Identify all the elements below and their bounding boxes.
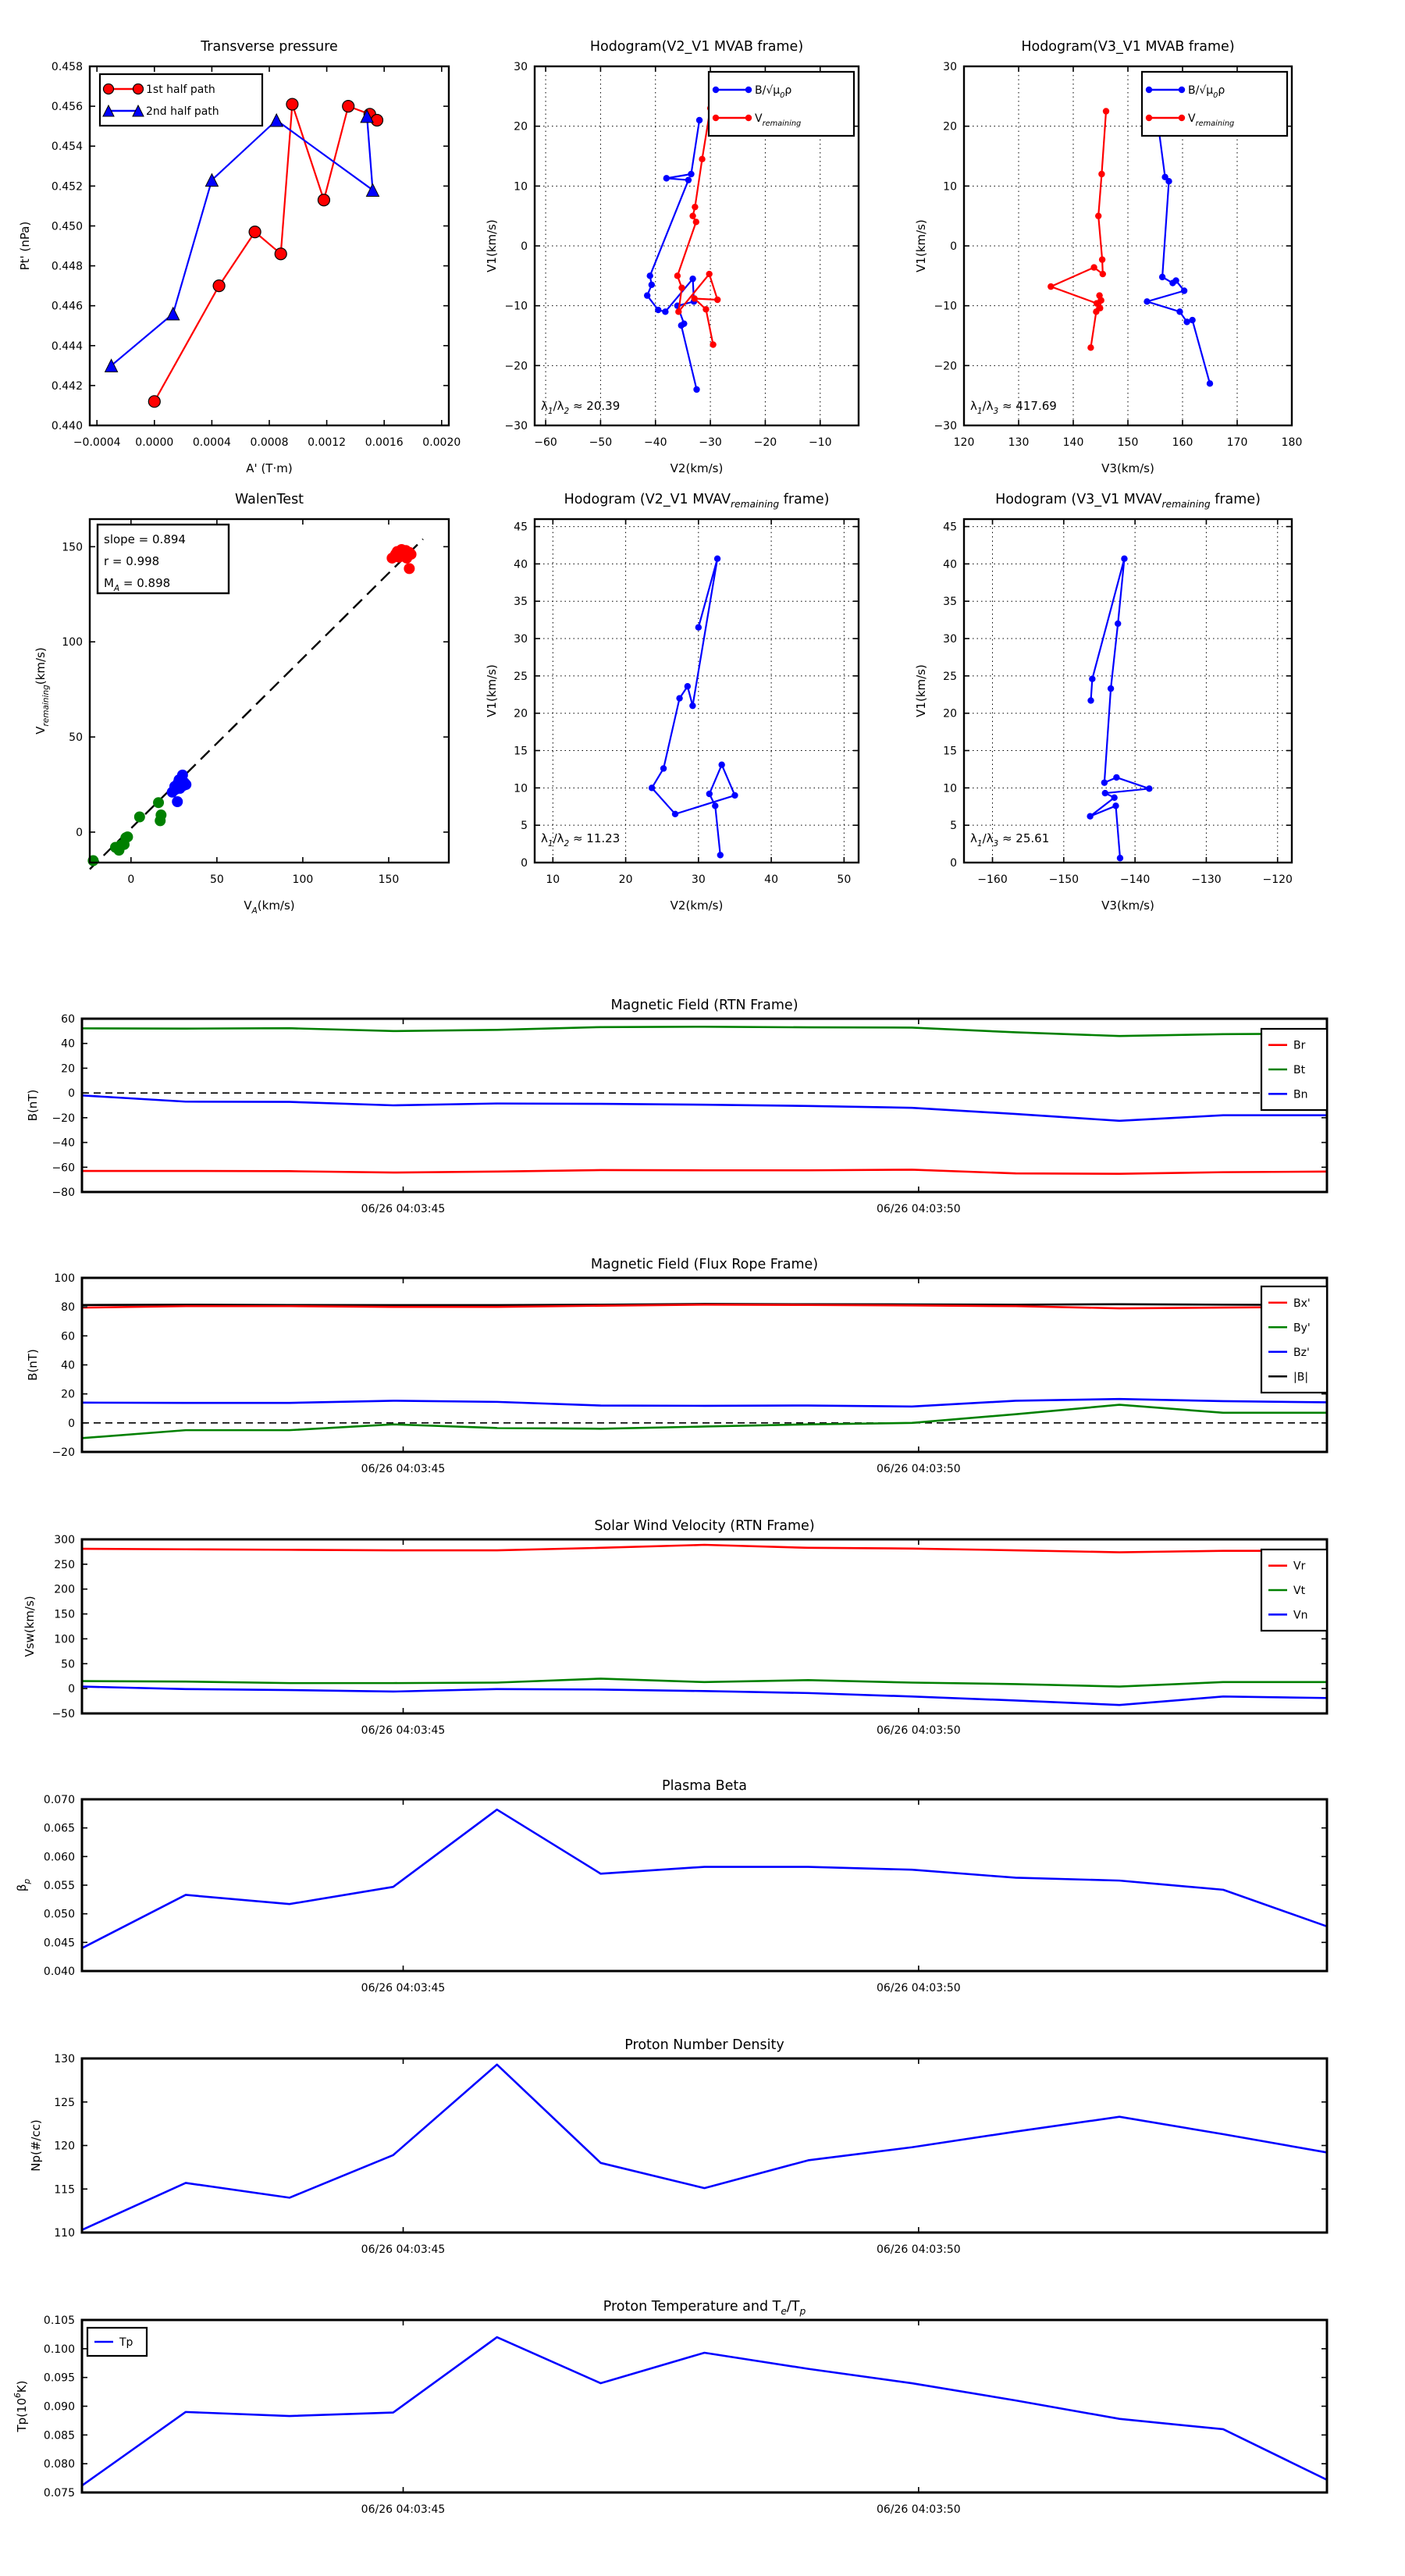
legend-label: 1st half path [146, 84, 215, 96]
y-tick-label: 115 [54, 2183, 75, 2197]
x-tick-label: 150 [378, 873, 400, 886]
x-tick-label: 0.0012 [308, 436, 347, 449]
y-tick-label: 0.458 [51, 61, 83, 73]
series-V remaining hodogram [1090, 559, 1150, 859]
x-axis-label: A' (T·m) [246, 461, 293, 475]
y-tick-label: 300 [54, 1534, 75, 1546]
y-tick-label: 0.444 [51, 340, 83, 353]
y-tick-label: 10 [514, 782, 528, 795]
series-B/sqrt(mu0 rho) [647, 120, 699, 390]
series-Tp [82, 2337, 1327, 2485]
y-tick-label: 100 [54, 1272, 75, 1285]
scatter-mid-points [172, 796, 183, 807]
x-tick-label: 180 [1281, 436, 1303, 449]
stats-line: r = 0.998 [104, 554, 160, 568]
y-axis-label: $V_{remaining}(km/s)$ [34, 647, 51, 735]
y-tick-label: 20 [514, 120, 528, 133]
lambda-annotation: $\lambda_1/\lambda_3 \approx 25.61$ [970, 831, 1050, 849]
x-tick-label: 10 [546, 873, 560, 886]
x-tick-label: −20 [753, 436, 777, 449]
y-tick-label: 5 [521, 820, 528, 833]
x-tick-label: 06/26 04:03:45 [361, 1463, 446, 1475]
x-tick-label: −10 [808, 436, 832, 449]
chart-hodogram-v3v1-mvav [914, 492, 1293, 913]
y-tick-label: 0 [68, 1683, 75, 1696]
x-tick-label: 0 [127, 873, 135, 886]
y-tick-label: 110 [54, 2227, 75, 2240]
chart-plasma-beta [15, 1778, 1327, 1994]
series-Vn [82, 1687, 1327, 1706]
y-tick-label: 10 [514, 180, 528, 194]
x-tick-label: 06/26 04:03:45 [361, 1724, 446, 1737]
y-tick-label: 0.454 [51, 141, 83, 154]
y-tick-label: 0 [521, 857, 528, 870]
y-tick-label: 0.440 [51, 420, 83, 432]
y-tick-label: 35 [943, 596, 957, 609]
x-tick-label: −130 [1191, 873, 1222, 886]
x-tick-label: 150 [1117, 436, 1139, 449]
y-tick-label: 0 [76, 826, 83, 839]
y-tick-label: 0.080 [43, 2458, 75, 2471]
y-tick-label: −20 [52, 1112, 75, 1125]
y-tick-label: 10 [943, 180, 957, 194]
legend-label: By' [1293, 1322, 1311, 1335]
y-tick-label: 5 [950, 820, 957, 833]
chart-title: Magnetic Field (RTN Frame) [610, 998, 799, 1013]
y-tick-label: 0 [68, 1087, 75, 1101]
lambda-annotation: $\lambda_1/\lambda_3 \approx 417.69$ [970, 399, 1057, 416]
chart-title: Magnetic Field (Flux Rope Frame) [590, 1257, 819, 1272]
y-tick-label: 200 [54, 1583, 75, 1596]
y-tick-label: 20 [61, 1388, 75, 1401]
y-tick-label: 50 [69, 731, 83, 745]
y-tick-label: 150 [54, 1608, 75, 1621]
y-tick-label: 0.446 [51, 300, 83, 313]
x-tick-label: 50 [837, 873, 852, 886]
y-tick-label: 25 [514, 670, 528, 683]
x-tick-label: 06/26 04:03:50 [876, 1463, 961, 1475]
x-tick-label: 0.0008 [250, 436, 289, 449]
y-tick-label: −20 [504, 360, 528, 373]
series-1st half path [155, 105, 377, 402]
chart-mag-fluxrope [26, 1257, 1327, 1475]
legend-label: Bz' [1293, 1346, 1310, 1359]
x-tick-label: −30 [699, 436, 722, 449]
y-axis-label: $Tp(10^6K)$ [13, 2380, 29, 2432]
legend-label: Tp [119, 2336, 133, 2349]
y-tick-label: 10 [943, 782, 957, 795]
y-axis-label: V1(km/s) [485, 219, 499, 272]
y-axis-label: V1(km/s) [914, 219, 928, 272]
legend-label: $V_{remaining}$ [755, 112, 802, 128]
y-tick-label: −30 [504, 420, 528, 432]
y-tick-label: 15 [514, 745, 528, 758]
x-axis-label: $V_A(km/s)$ [244, 898, 295, 916]
legend-label: Br [1293, 1039, 1306, 1052]
y-tick-label: 0 [950, 857, 957, 870]
x-tick-label: 30 [691, 873, 706, 886]
x-tick-label: −40 [643, 436, 667, 449]
y-tick-label: 0.050 [43, 1908, 75, 1921]
y-tick-label: 0.055 [43, 1880, 75, 1892]
x-tick-label: 06/26 04:03:45 [361, 2243, 446, 2256]
lambda-annotation: $\lambda_1/\lambda_2 \approx 11.23$ [541, 831, 621, 849]
chart-title: Proton Temperature and $T_e/T_p$ [603, 2299, 806, 2317]
chart-title: Transverse pressure [201, 39, 338, 55]
y-tick-label: 0.075 [43, 2487, 75, 2500]
y-tick-label: 80 [61, 1301, 75, 1315]
chart-hodogram-v2v1-mvab [485, 39, 859, 475]
x-tick-label: 06/26 04:03:50 [876, 1982, 961, 1994]
y-tick-label: 20 [514, 707, 528, 720]
y-tick-label: 150 [62, 541, 83, 554]
y-tick-label: 20 [943, 707, 957, 720]
chart-walen-test [34, 492, 449, 916]
x-axis-label: V2(km/s) [670, 461, 724, 475]
x-tick-label: −150 [1048, 873, 1080, 886]
scatter-first-points [134, 811, 145, 822]
x-tick-label: −50 [589, 436, 613, 449]
x-tick-label: 06/26 04:03:50 [876, 2243, 961, 2256]
chart-title: Hodogram(V2_V1 MVAB frame) [589, 39, 804, 55]
y-tick-label: 100 [54, 1633, 75, 1646]
chart-title: Proton Number Density [624, 2037, 784, 2053]
x-tick-label: 100 [292, 873, 314, 886]
x-tick-label: 20 [618, 873, 633, 886]
legend-label: Vn [1293, 1609, 1308, 1622]
y-tick-label: 20 [61, 1062, 75, 1076]
chart-title: WalenTest [234, 492, 304, 507]
y-tick-label: 120 [54, 2140, 75, 2153]
y-tick-label: 35 [514, 596, 528, 609]
series-2nd half path [112, 116, 373, 365]
x-tick-label: 06/26 04:03:50 [876, 1203, 961, 1215]
y-tick-label: −30 [934, 420, 957, 432]
y-tick-label: 30 [514, 633, 528, 646]
chart-vsw-rtn [23, 1518, 1327, 1737]
y-tick-label: 0.100 [43, 2343, 75, 2356]
scatter-first-points [153, 797, 164, 808]
y-tick-label: 40 [61, 1037, 75, 1051]
x-tick-label: 170 [1226, 436, 1248, 449]
x-tick-label: 06/26 04:03:45 [361, 1203, 446, 1215]
series-Vr [82, 1545, 1327, 1553]
y-tick-label: 30 [943, 61, 957, 73]
chart-proton-temp [13, 2299, 1327, 2516]
legend-label: 2nd half path [146, 105, 219, 118]
series-Bt [82, 1026, 1327, 1036]
y-tick-label: 0.060 [43, 1851, 75, 1864]
chart-title: Plasma Beta [662, 1778, 747, 1794]
y-tick-label: 0.045 [43, 1937, 75, 1950]
x-tick-label: −160 [977, 873, 1008, 886]
y-tick-label: 50 [61, 1658, 75, 1671]
y-tick-label: −80 [52, 1187, 75, 1199]
y-tick-label: 45 [514, 521, 528, 534]
y-tick-label: 0.450 [51, 220, 83, 233]
chart-title: Solar Wind Velocity (RTN Frame) [594, 1518, 815, 1534]
y-tick-label: 30 [514, 61, 528, 73]
series-beta_p [82, 1809, 1327, 1948]
series-Np [82, 2065, 1327, 2230]
y-tick-label: 0.065 [43, 1822, 75, 1835]
x-tick-label: −140 [1119, 873, 1151, 886]
y-tick-label: 0 [950, 240, 957, 253]
y-tick-label: 40 [943, 558, 957, 571]
y-tick-label: 30 [943, 633, 957, 646]
y-tick-label: 0.090 [43, 2400, 75, 2414]
legend-label: Bx' [1293, 1297, 1311, 1310]
x-axis-label: V3(km/s) [1101, 461, 1154, 475]
series-Br [82, 1169, 1327, 1173]
scatter-first-points [122, 831, 133, 842]
y-tick-label: −20 [52, 1446, 75, 1459]
y-tick-label: 0 [521, 240, 528, 253]
y-tick-label: 40 [514, 558, 528, 571]
x-tick-label: 140 [1062, 436, 1084, 449]
y-tick-label: 125 [54, 2096, 75, 2109]
x-tick-label: 06/26 04:03:50 [876, 1724, 961, 1737]
legend-label: $V_{remaining}$ [1188, 112, 1235, 128]
y-tick-label: −60 [52, 1162, 75, 1175]
legend-label: Vr [1293, 1560, 1306, 1573]
x-tick-label: 50 [209, 873, 224, 886]
x-tick-label: 06/26 04:03:45 [361, 1982, 446, 1994]
scatter-mid-points [180, 779, 191, 790]
x-tick-label: 160 [1172, 436, 1193, 449]
y-axis-label: V1(km/s) [914, 664, 928, 717]
y-axis-label: B(nT) [26, 1089, 40, 1122]
x-tick-label: 40 [764, 873, 779, 886]
legend-box [100, 74, 262, 126]
y-tick-label: 60 [61, 1013, 75, 1026]
y-tick-label: 0 [68, 1417, 75, 1430]
legend-label: Vt [1293, 1585, 1306, 1597]
y-tick-label: 0.085 [43, 2429, 75, 2443]
x-tick-label: −0.0004 [73, 436, 121, 449]
y-tick-label: 45 [943, 521, 957, 534]
y-tick-label: 60 [61, 1330, 75, 1343]
y-axis-label: Vsw(km/s) [23, 1596, 37, 1657]
y-tick-label: 0.448 [51, 260, 83, 273]
legend-label: |B| [1293, 1371, 1309, 1384]
y-tick-label: 0.452 [51, 180, 83, 194]
y-tick-label: 0.070 [43, 1794, 75, 1806]
x-tick-label: −60 [534, 436, 557, 449]
chart-title: Hodogram(V3_V1 MVAB frame) [1021, 39, 1235, 55]
y-tick-label: −40 [52, 1137, 75, 1150]
chart-hodogram-v3v1-mvab [914, 39, 1302, 475]
x-tick-label: −120 [1262, 873, 1293, 886]
series-Vt [82, 1678, 1327, 1686]
stats-line: $M_A = 0.898$ [104, 576, 171, 593]
y-tick-label: 0.040 [43, 1966, 75, 1978]
chart-title: Hodogram (V2_V1 $MVAV_{remaining}$ frame) [564, 492, 830, 510]
y-tick-label: 250 [54, 1558, 75, 1571]
scatter-first-points [155, 809, 166, 820]
y-tick-label: 130 [54, 2053, 75, 2065]
legend-label: $B/√\mu_0\rho$ [1188, 84, 1225, 100]
scatter-end-points [404, 563, 414, 574]
series-Bn [82, 1095, 1327, 1121]
x-tick-label: 0.0000 [135, 436, 174, 449]
x-axis-label: V2(km/s) [670, 898, 724, 913]
y-tick-label: −20 [934, 360, 957, 373]
y-tick-label: 40 [61, 1359, 75, 1372]
x-tick-label: 0.0020 [422, 436, 461, 449]
series-V remaining [678, 109, 717, 345]
y-axis-label: V1(km/s) [485, 664, 499, 717]
y-tick-label: 0.442 [51, 379, 83, 393]
y-tick-label: 15 [943, 745, 957, 758]
scatter-end-points [406, 549, 417, 560]
chart-proton-density [29, 2037, 1327, 2256]
series-B/sqrt(mu0 rho) [1147, 123, 1211, 384]
y-tick-label: 100 [62, 636, 83, 649]
chart-title: Hodogram (V3_V1 $MVAV_{remaining}$ frame) [995, 492, 1261, 510]
chart-mag-rtn [26, 998, 1327, 1215]
y-tick-label: −50 [52, 1708, 75, 1720]
chart-transverse-pressure [18, 39, 461, 475]
y-tick-label: 25 [943, 670, 957, 683]
y-tick-label: −10 [504, 300, 528, 313]
legend-label: $B/√\mu_0\rho$ [755, 84, 792, 100]
y-tick-label: 0.105 [43, 2314, 75, 2327]
y-tick-label: 0.095 [43, 2371, 75, 2385]
lambda-annotation: $\lambda_1/\lambda_2 \approx 20.39$ [541, 399, 621, 416]
y-axis-label: B(nT) [26, 1349, 40, 1381]
x-tick-label: 120 [953, 436, 975, 449]
x-tick-label: 0.0016 [365, 436, 404, 449]
x-tick-label: 06/26 04:03:50 [876, 2503, 961, 2516]
x-tick-label: 0.0004 [192, 436, 231, 449]
x-tick-label: 06/26 04:03:45 [361, 2503, 446, 2516]
x-axis-label: V3(km/s) [1101, 898, 1154, 913]
stats-line: slope = 0.894 [104, 532, 186, 546]
legend-label: Bt [1293, 1064, 1306, 1076]
y-axis-label: Pt' (nPa) [18, 221, 32, 271]
y-axis-label: $\beta_p$ [15, 1878, 32, 1892]
y-tick-label: −10 [934, 300, 957, 313]
series-By' [82, 1405, 1327, 1439]
legend-label: Bn [1293, 1088, 1308, 1101]
chart-hodogram-v2v1-mvav [485, 492, 859, 913]
y-tick-label: 20 [943, 120, 957, 133]
x-tick-label: 130 [1008, 436, 1030, 449]
y-tick-label: 0.456 [51, 101, 83, 114]
y-axis-label: Np(#/cc) [29, 2119, 43, 2172]
